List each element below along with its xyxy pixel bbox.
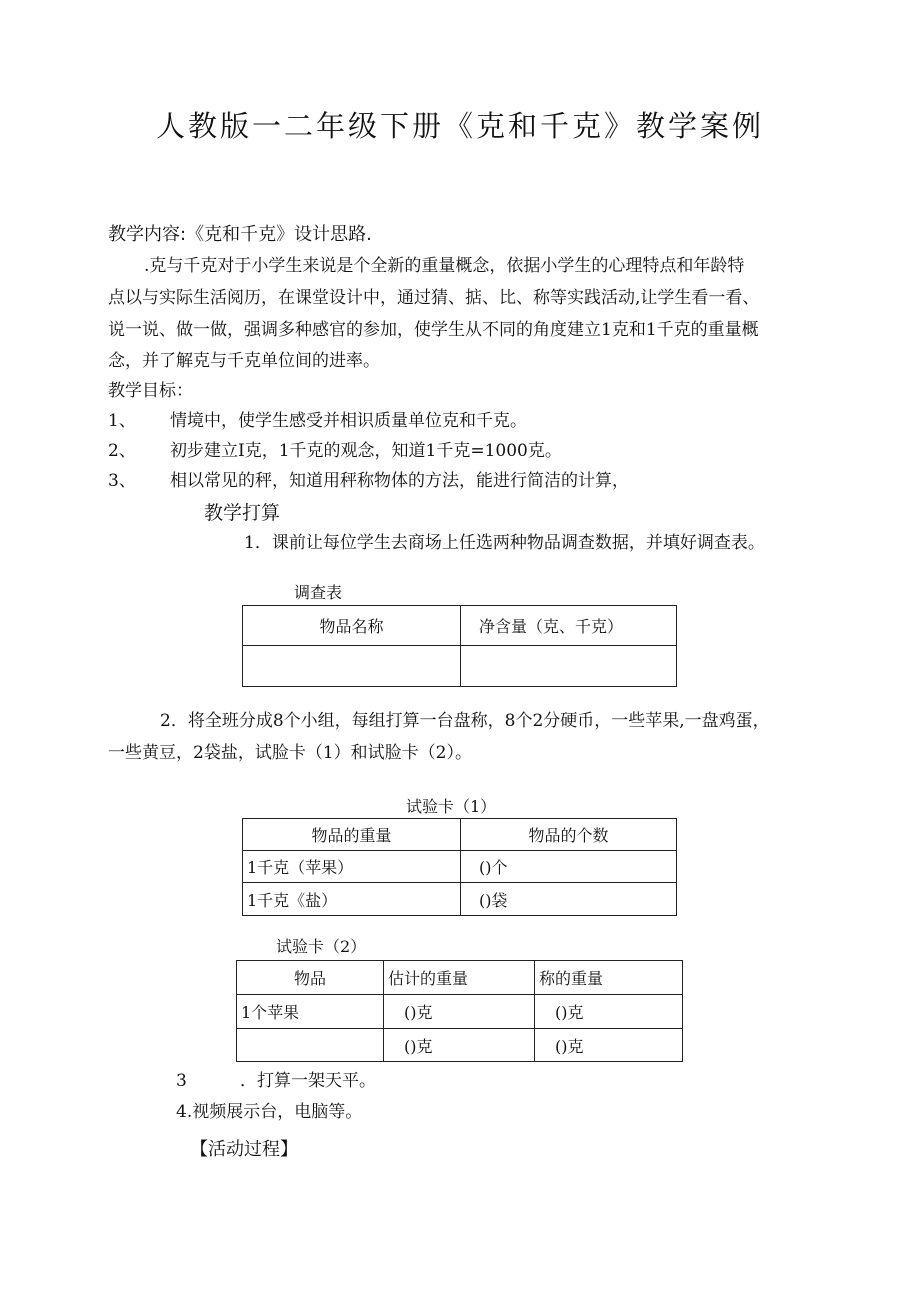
card1-header: 物品的重量 xyxy=(243,819,461,851)
card1-cell: ()袋 xyxy=(461,883,677,916)
card2-caption: 试验卡（2） xyxy=(276,937,367,956)
card1-table xyxy=(242,818,677,916)
paragraph-line: 点以与实际生活阅历，在课堂设计中，通过猜、掂、比、称等实践活动,让学生看一看、 xyxy=(108,288,760,308)
paragraph-line: 说一说、做一做，强调多种感官的参加，使学生从不同的角度建立1克和1千克的重量概 xyxy=(108,320,759,340)
card1-cell: 1千克（苹果） xyxy=(243,851,461,883)
card2-header: 估计的重量 xyxy=(384,961,535,995)
paragraph-line: 念，并了解克与千克单位间的进率。 xyxy=(108,351,380,371)
prep-item-4: 4.视频展示台，电脑等。 xyxy=(176,1102,363,1122)
card1-caption: 试验卡（1） xyxy=(406,797,497,816)
goal-number: 1、 xyxy=(108,411,136,431)
prep-item-2: 2．将全班分成8个小组，每组打算一台盘称，8个2分硬币，一些苹果,一盘鸡蛋， xyxy=(160,711,770,731)
survey-table-caption: 调查表 xyxy=(294,583,343,602)
paragraph-line: .克与千克对于小学生来说是个全新的重量概念，依据小学生的心理特点和年龄特 xyxy=(144,256,745,276)
card2-cell: ()克 xyxy=(535,1029,683,1062)
prep-heading: 教学打算 xyxy=(204,502,281,524)
prep-item-3: ．打算一架天平。 xyxy=(240,1071,376,1091)
prep-item-1: 1．课前让每位学生去商场上任选两种物品调查数据，并填好调查表。 xyxy=(244,533,765,553)
card2-cell: ()克 xyxy=(384,995,535,1029)
prep-item-2-cont: 一些黄豆，2袋盐，试脸卡（1）和试脸卡（2）。 xyxy=(108,743,472,763)
activity-heading: 【活动过程】 xyxy=(190,1139,298,1160)
goal-text: 初步建立I克，1千克的观念，知道1千克=1000克。 xyxy=(170,441,562,461)
card2-cell: ()克 xyxy=(384,1029,535,1062)
survey-cell xyxy=(461,646,677,687)
goal-number: 3、 xyxy=(108,471,136,491)
card1-cell: 1千克《盐） xyxy=(243,883,461,916)
survey-table xyxy=(242,605,677,687)
card2-cell: 1个苹果 xyxy=(237,995,384,1029)
goals-heading: 教学目标： xyxy=(108,381,193,401)
card2-header: 物品 xyxy=(237,961,384,995)
page-title: 人教版一二年级下册《克和千克》教学案例 xyxy=(155,109,764,143)
card1-cell: ()个 xyxy=(461,851,677,883)
goal-text: 相以常见的秤，知道用秤称物体的方法，能进行简洁的计算， xyxy=(170,471,629,491)
goal-number: 2、 xyxy=(108,441,136,461)
card2-cell: ()克 xyxy=(535,995,683,1029)
survey-header-weight: 净含量（克、千克） xyxy=(461,606,677,646)
prep-item-3-number: 3 xyxy=(176,1071,187,1091)
card2-header: 称的重量 xyxy=(535,961,683,995)
card2-table xyxy=(236,960,683,1062)
survey-header-item: 物品名称 xyxy=(243,606,461,646)
content-heading: 教学内容:《克和千克》设计思路. xyxy=(108,224,372,245)
card1-header: 物品的个数 xyxy=(461,819,677,851)
survey-cell xyxy=(243,646,461,687)
goal-text: 情境中，使学生感受并相识质量单位克和千克。 xyxy=(170,411,527,431)
card2-cell xyxy=(237,1029,384,1062)
